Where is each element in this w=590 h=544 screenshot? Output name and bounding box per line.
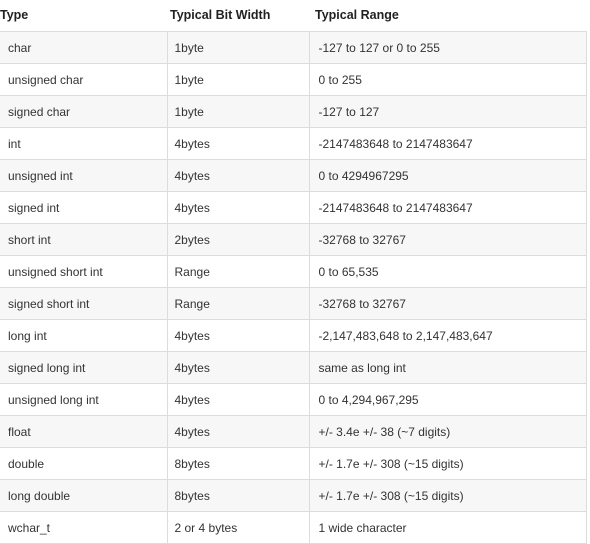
header-typical-bit-width: Typical Bit Width [170, 8, 271, 22]
cell-type: wchar_t [0, 512, 167, 544]
cell-bit-width: 1byte [167, 32, 309, 64]
cell-range: -2147483648 to 2147483647 [309, 192, 586, 224]
table-row [0, 384, 586, 416]
cell-type: long double [0, 480, 167, 512]
cell-range: -32768 to 32767 [309, 224, 586, 256]
cell-type: unsigned long int [0, 384, 167, 416]
cell-bit-width: 4bytes [167, 320, 309, 352]
cell-type: short int [0, 224, 167, 256]
cell-type: long int [0, 320, 167, 352]
cell-range: -2147483648 to 2147483647 [309, 128, 586, 160]
cell-bit-width: 4bytes [167, 128, 309, 160]
cell-bit-width: 4bytes [167, 384, 309, 416]
cell-range: 0 to 4,294,967,295 [309, 384, 586, 416]
cell-bit-width: 8bytes [167, 480, 309, 512]
table-row [0, 96, 586, 128]
header-typical-range: Typical Range [315, 8, 399, 22]
cell-range: same as long int [309, 352, 586, 384]
header-type: Type [0, 8, 29, 22]
table-row [0, 128, 586, 160]
cell-type: double [0, 448, 167, 480]
header-row [0, 0, 586, 32]
table-row [0, 288, 586, 320]
cell-range: -2,147,483,648 to 2,147,483,647 [309, 320, 586, 352]
cell-range: -127 to 127 or 0 to 255 [309, 32, 586, 64]
cell-range: 0 to 4294967295 [309, 160, 586, 192]
cell-range: +/- 1.7e +/- 308 (~15 digits) [309, 480, 586, 512]
table-row [0, 512, 586, 544]
cell-bit-width: Range [167, 288, 309, 320]
cell-range: 1 wide character [309, 512, 586, 544]
table-row [0, 224, 586, 256]
cell-bit-width: 1byte [167, 96, 309, 128]
table-row [0, 480, 586, 512]
cell-type: signed short int [0, 288, 167, 320]
cell-type: unsigned char [0, 64, 167, 96]
table-body [0, 32, 586, 544]
cell-bit-width: Range [167, 256, 309, 288]
cell-range: -127 to 127 [309, 96, 586, 128]
table-row [0, 416, 586, 448]
cell-range: +/- 1.7e +/- 308 (~15 digits) [309, 448, 586, 480]
cell-type: unsigned short int [0, 256, 167, 288]
cell-range: 0 to 65,535 [309, 256, 586, 288]
cell-bit-width: 4bytes [167, 160, 309, 192]
cell-type: signed int [0, 192, 167, 224]
cell-bit-width: 8bytes [167, 448, 309, 480]
cell-type: signed char [0, 96, 167, 128]
cell-bit-width: 4bytes [167, 416, 309, 448]
table-row [0, 32, 586, 64]
table-row [0, 160, 586, 192]
cell-bit-width: 4bytes [167, 192, 309, 224]
cell-type: unsigned int [0, 160, 167, 192]
table-row [0, 256, 586, 288]
cell-type: char [0, 32, 167, 64]
cell-bit-width: 1byte [167, 64, 309, 96]
cell-bit-width: 2bytes [167, 224, 309, 256]
table-header [0, 0, 586, 32]
table-row [0, 320, 586, 352]
table-row [0, 64, 586, 96]
cell-bit-width: 4bytes [167, 352, 309, 384]
table-row [0, 192, 586, 224]
cell-range: 0 to 255 [309, 64, 586, 96]
cell-bit-width: 2 or 4 bytes [167, 512, 309, 544]
table-row [0, 448, 586, 480]
cell-range: +/- 3.4e +/- 38 (~7 digits) [309, 416, 586, 448]
cell-type: signed long int [0, 352, 167, 384]
cell-type: float [0, 416, 167, 448]
cell-range: -32768 to 32767 [309, 288, 586, 320]
table-row [0, 352, 586, 384]
cell-type: int [0, 128, 167, 160]
